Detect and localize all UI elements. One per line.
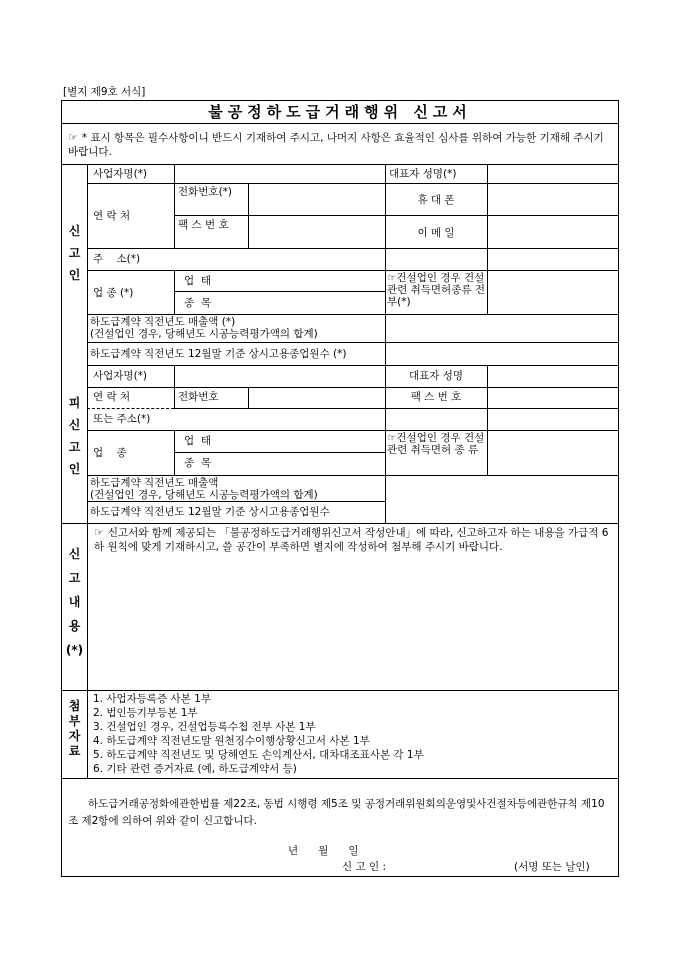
- content-section-char-5: (*): [65, 643, 84, 657]
- respondent-section-label: [62, 392, 87, 480]
- divider: [174, 387, 175, 408]
- divider: [87, 365, 618, 366]
- respondent-business-type-label: 업 태: [184, 435, 211, 447]
- respondent-construction-note: ☞건설업인 경우 건설관련 취득면허 종 류: [387, 432, 485, 456]
- reporter-fax-label: 팩 스 번 호: [178, 219, 229, 231]
- divider: [248, 183, 249, 248]
- reporter-address-label: 주 소(*): [93, 253, 141, 265]
- reporter-business-name-label: 사업자명(*): [93, 168, 148, 180]
- divider: [87, 270, 618, 271]
- divider: [87, 342, 618, 343]
- divider: [87, 501, 385, 502]
- divider: [487, 164, 488, 314]
- respondent-fax-label: 팩 스 번 호: [410, 391, 462, 403]
- divider: [62, 690, 618, 691]
- reporter-email-label: 이 메 일: [417, 227, 455, 239]
- reporter-sales-note: (건설업인 경우, 당해년도 시공능력평가액의 합계): [90, 328, 318, 340]
- reporter-section-char-3: 인: [68, 268, 81, 282]
- respondent-section-char-1: 피: [68, 396, 81, 410]
- divider: [174, 291, 385, 292]
- reporter-employees-label: 하도급계약 직전년도 12월말 기준 상시고용종업원수 (*): [90, 348, 347, 360]
- divider: [62, 778, 618, 779]
- reporter-section-label: [62, 220, 87, 286]
- reporter-construction-note: ☞건설업인 경우 건설관련 취득면허종류 전부(*): [387, 272, 485, 308]
- respondent-section-char-3: 고: [68, 440, 81, 454]
- attachment-item: 3. 건설업인 경우, 건설업등록수첩 전부 사본 1부: [93, 721, 316, 733]
- divider: [87, 314, 618, 315]
- form-title: 불공정하도급거래행위 신고서: [61, 100, 619, 124]
- attachments-section-char-3: 자: [68, 729, 81, 743]
- divider: [174, 365, 175, 387]
- attachment-item: 1. 사업자등록증 사본 1부: [93, 693, 211, 705]
- reporter-business-type-label: 업 태: [184, 275, 211, 287]
- attachment-item: 6. 기타 관련 증거자료 (예, 하도급계약서 등): [93, 763, 297, 775]
- content-instruction-text: 신고서와 함께 제공되는 「불공정하도급거래행위신고서 작성안내」에 따라, 신고하고자 하는 내용을 가급적 6하 원칙에 맞게 기재하시고, 쓸 공간이 부족하면 별지에 작성하여 첨부해 주시기 바랍니다.: [94, 527, 609, 553]
- divider: [174, 164, 175, 183]
- divider: [87, 248, 618, 249]
- declaration-signature-label: (서명 또는 날인): [514, 861, 590, 873]
- content-section-char-1: 신: [68, 547, 81, 561]
- divider: [87, 690, 88, 778]
- content-section-label: [62, 542, 87, 662]
- reporter-mobile-label: 휴 대 폰: [417, 194, 455, 206]
- respondent-representative-label: 대표자 성명: [408, 370, 464, 382]
- respondent-business-item-label: 종 목: [184, 457, 211, 469]
- respondent-business-name-label: 사업자명(*): [93, 370, 148, 382]
- attachment-item: 4. 하도급계약 직전년도말 원천징수이행상황신고서 사본 1부: [93, 735, 370, 747]
- divider: [174, 408, 618, 409]
- attachments-list: [93, 692, 424, 776]
- form-frame: [61, 124, 619, 877]
- declaration-reporter-label: 신 고 인 :: [342, 861, 386, 873]
- reporter-section-char-2: 고: [68, 246, 81, 260]
- content-instruction: [94, 526, 612, 554]
- reporter-contact-label: 연 락 처: [93, 210, 131, 222]
- reporter-industry-label: 업 종 (*): [93, 287, 134, 299]
- divider: [174, 430, 175, 475]
- divider: [248, 387, 249, 408]
- divider: [87, 475, 618, 476]
- divider: [174, 452, 385, 453]
- reporter-sales-label: 하도급계약 직전년도 매출액 (*): [90, 316, 236, 328]
- divider: [62, 164, 618, 165]
- respondent-sales-note: (건설업인 경우, 당해년도 시공능력평가액의 합계): [90, 489, 318, 501]
- divider: [174, 270, 175, 314]
- divider: [487, 365, 488, 475]
- attachments-section-char-2: 부: [68, 714, 81, 728]
- notice: [68, 131, 610, 159]
- divider: [87, 408, 174, 409]
- reporter-phone-label: 전화번호(*): [178, 186, 233, 198]
- attachments-section-char-1: 첨: [68, 699, 81, 713]
- content-section-char-4: 용: [68, 619, 81, 633]
- reporter-section-char-1: 신: [68, 224, 81, 238]
- notice-text: * 표시 항목은 필수사항이니 반드시 기재하여 주시고, 나머지 사항은 효율적인 심사를 위하여 가능한 기재해 주시기 바랍니다.: [68, 132, 604, 158]
- attachment-item: 5. 하도급계약 직전년도 및 당해연도 손익계산서, 대차대조표사본 각 1부: [93, 749, 424, 761]
- respondent-employees-label: 하도급계약 직전년도 12월말 기준 상시고용종업원수: [90, 506, 330, 518]
- divider: [87, 523, 88, 690]
- respondent-contact-label: 연 락 처: [93, 391, 131, 403]
- divider: [385, 314, 386, 365]
- hand-pointing-right-icon: ☞: [68, 131, 78, 144]
- divider: [174, 183, 175, 248]
- divider: [62, 523, 618, 524]
- hand-pointing-right-icon: ☞: [94, 526, 104, 539]
- attachment-item: 2. 법인등기부등본 1부: [93, 707, 198, 719]
- attachments-section-label: [62, 699, 87, 759]
- divider: [87, 430, 618, 431]
- respondent-phone-label: 전화번호: [178, 391, 219, 403]
- divider: [87, 183, 618, 184]
- respondent-industry-label: 업 종: [93, 447, 127, 459]
- declaration-date: 년 월 일: [288, 845, 359, 857]
- divider: [385, 365, 386, 523]
- reporter-representative-label: 대표자 성명(*): [389, 168, 457, 180]
- respondent-sales-label: 하도급계약 직전년도 매출액: [90, 477, 219, 489]
- attachments-section-char-4: 료: [68, 744, 81, 758]
- respondent-section-char-2: 신: [68, 418, 81, 432]
- respondent-address-label: 또는 주소(*): [93, 413, 151, 425]
- form-number: [별지 제9호 서식]: [63, 86, 146, 98]
- divider: [87, 387, 618, 388]
- content-section-char-2: 고: [68, 571, 81, 585]
- content-section-char-3: 내: [68, 595, 81, 609]
- reporter-business-item-label: 종 목: [184, 297, 211, 309]
- declaration-text: 하도급거래공정화에관한법률 제22조, 동법 시행령 제5조 및 공정거래위원회의운영및사건절차등에관한규칙 제10조 제2항에 의하여 위와 같이 신고합니다.: [68, 798, 605, 827]
- divider: [174, 215, 618, 216]
- respondent-section-char-4: 인: [68, 462, 81, 476]
